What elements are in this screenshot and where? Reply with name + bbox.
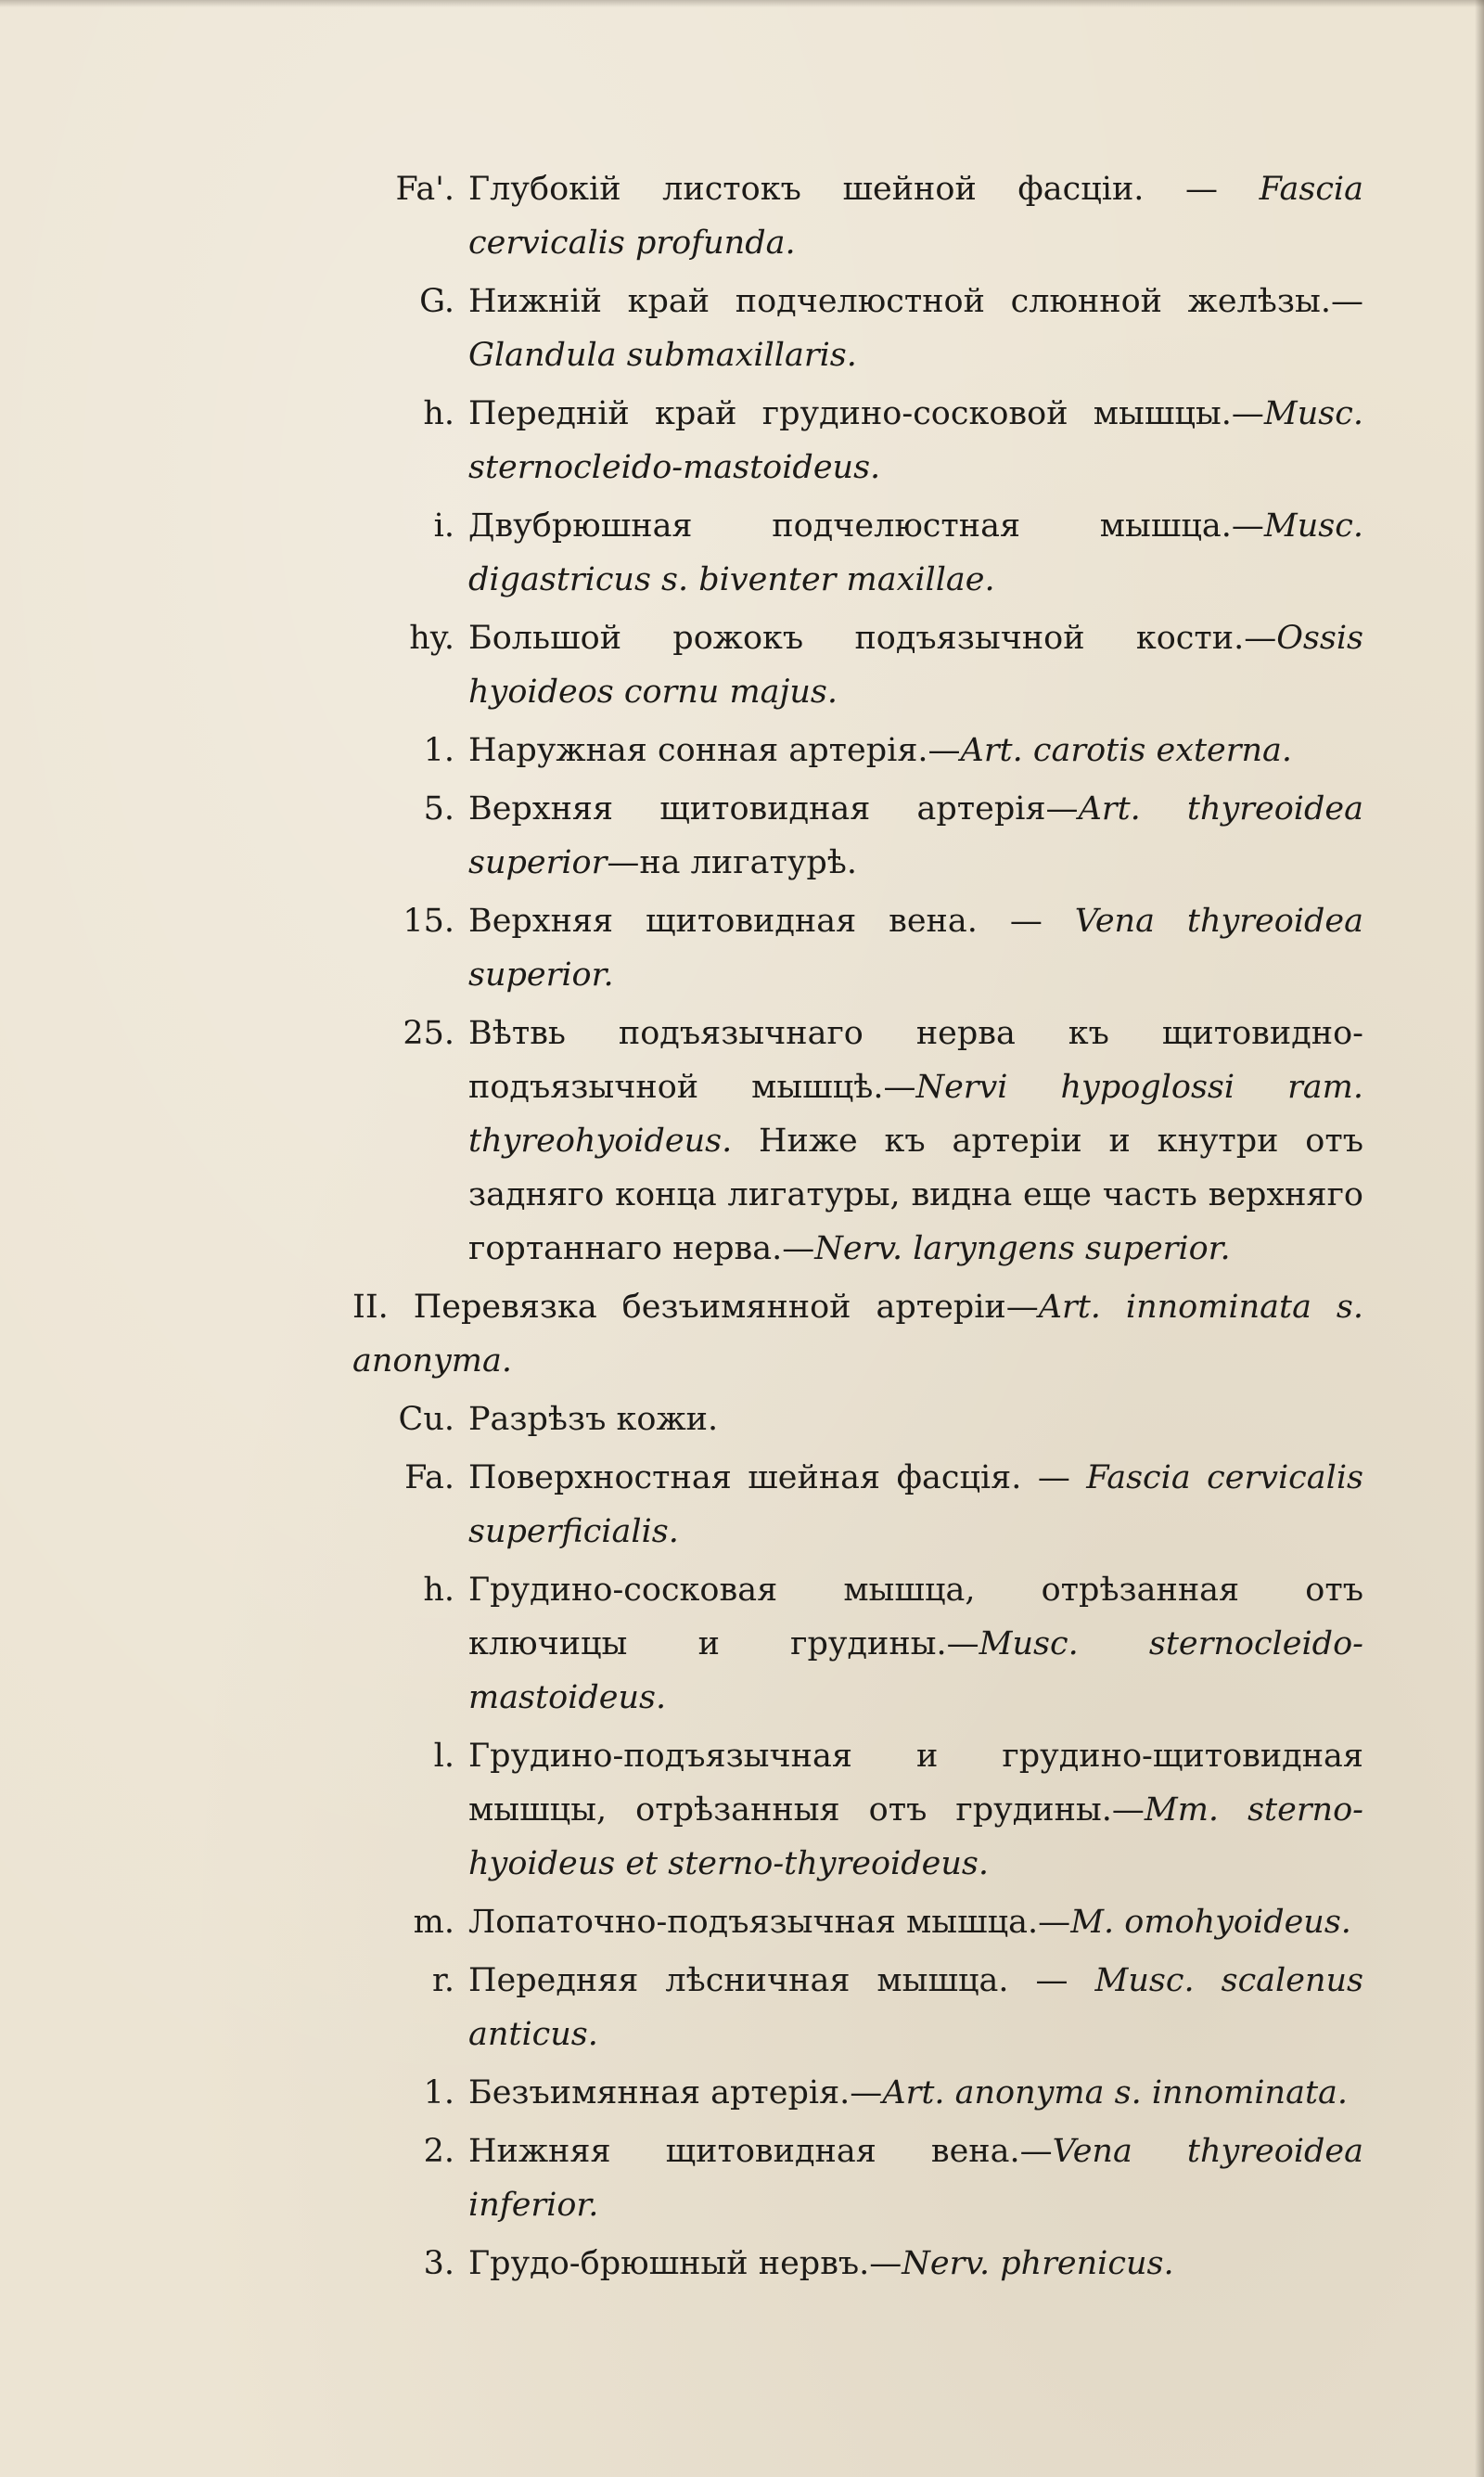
entry-russian: Двубрюшная подчелюстная мышца.— — [468, 507, 1264, 545]
entry-latin: Musc. sternocleido-mastoideus. — [468, 1625, 1363, 1716]
page-text-body — [278, 162, 1363, 2295]
entry-russian: Большой рожокъ подъязычной кости.— — [468, 620, 1277, 657]
entry-ref: r. — [431, 1962, 454, 1999]
entry-ref: 5. — [423, 790, 454, 828]
entry-text — [468, 387, 1363, 494]
entry-ref: hy. — [409, 620, 454, 657]
entry-russian: Верхняя щитовидная артерія— — [468, 790, 1079, 828]
entry-russian: Верхняя щитовидная вена. — — [468, 903, 1075, 940]
entry-russian-cont: Ниже къ артеріи и кнутри отъ задняго конца лигатуры, видна еще часть верхняго гортаннаго нерва.— — [468, 1123, 1363, 1267]
entry-russian: Безъимянная артерія.— — [468, 2074, 883, 2111]
entry-russian: Грудо-брюшный нервъ.— — [468, 2245, 902, 2282]
entry-text — [468, 2237, 1363, 2291]
entry-text — [468, 1007, 1363, 1276]
entry-text — [468, 1451, 1363, 1559]
entry-latin: Art. carotis externa. — [960, 732, 1292, 769]
page-top-shadow — [0, 0, 1484, 7]
page-right-edge — [1475, 0, 1484, 2477]
legend-entry — [423, 1563, 1363, 1725]
entry-latin-cont: Nerv. laryngens superior. — [814, 1230, 1231, 1267]
entry-latin: Nervi hypoglossi ram. thyreohyoideus. — [468, 1069, 1363, 1160]
entry-latin: Vena thyreoidea superior. — [468, 903, 1363, 994]
section-title-latin: Art. innominata s. anonyma. — [352, 1289, 1363, 1380]
entry-text — [468, 782, 1363, 890]
entry-latin: Nerv. phrenicus. — [902, 2245, 1174, 2282]
entry-text — [468, 275, 1363, 382]
legend-entry — [423, 387, 1363, 494]
section-number: II. — [352, 1289, 389, 1326]
entry-ref: m. — [413, 1904, 454, 1941]
entry-ref: h. — [423, 1572, 454, 1609]
entry-russian: Передній край грудино-сосковой мышцы.— — [468, 395, 1264, 432]
legend-entry — [409, 611, 1363, 719]
entry-ref: 15. — [403, 903, 454, 940]
entry-text — [468, 611, 1363, 719]
entry-latin: Art. thyreoidea superior — [468, 790, 1363, 881]
entry-text — [468, 162, 1363, 270]
legend-entry — [403, 1007, 1363, 1276]
entry-ref: 25. — [403, 1015, 454, 1052]
entry-ref: 1. — [423, 2074, 454, 2111]
legend-entry — [403, 894, 1363, 1002]
section-title-russian: Перевязка безъимянной артеріи— — [413, 1289, 1039, 1326]
entry-text — [468, 1563, 1363, 1725]
entry-latin: Mm. sterno-hyoideus et sterno-thyreoideus. — [468, 1791, 1363, 1882]
entry-russian: Разрѣзъ кожи. — [468, 1401, 719, 1438]
entry-text — [468, 499, 1363, 607]
entry-ref: 1. — [423, 732, 454, 769]
entry-ref: Fa. — [404, 1459, 454, 1496]
entry-text — [468, 2066, 1363, 2120]
entry-latin: M. omohyoideus. — [1070, 1904, 1351, 1941]
entry-russian: Нижняя щитовидная вена.— — [468, 2133, 1053, 2170]
legend-entry — [433, 1729, 1363, 1891]
entry-latin: Musc. digastricus s. biventer maxillae. — [468, 507, 1363, 598]
legend-entry — [433, 499, 1363, 607]
legend-entry — [431, 1954, 1363, 2061]
legend-entry — [423, 2066, 1363, 2120]
entry-russian: Грудино-подъязычная и грудино-щитовидная мышцы, отрѣзанныя отъ грудины.— — [468, 1738, 1363, 1829]
entry-ref: Cu. — [398, 1401, 454, 1438]
legend-entry — [404, 1451, 1363, 1559]
entry-ref: l. — [433, 1738, 454, 1775]
legend-entry — [398, 1393, 1363, 1446]
entry-latin: Fascia cervicalis profunda. — [468, 171, 1363, 262]
entry-text — [468, 1393, 1363, 1446]
entry-latin: Fascia cervicalis superficialis. — [468, 1459, 1363, 1550]
entry-russian: Вѣтвь подъязычнаго нерва къ щитовидно-подъязычной мышцѣ.— — [468, 1015, 1363, 1106]
entry-ref: 2. — [423, 2133, 454, 2170]
entry-russian: Лопаточно-подъязычная мышца.— — [468, 1904, 1071, 1941]
entry-russian: Грудино-сосковая мышца, отрѣзанная отъ ключицы и грудины.— — [468, 1572, 1363, 1662]
legend-entry — [413, 1895, 1363, 1949]
entry-text — [468, 894, 1363, 1002]
entry-ref: G. — [419, 283, 454, 320]
entry-russian: Передняя лѣсничная мышца. — — [468, 1962, 1095, 1999]
entry-latin: Glandula submaxillaris. — [468, 337, 857, 374]
legend-entry — [395, 162, 1363, 270]
legend-entry — [419, 275, 1363, 382]
entry-text — [468, 1954, 1363, 2061]
entry-text — [468, 2124, 1363, 2232]
entry-latin: Ossis hyoideos cornu majus. — [468, 620, 1363, 711]
entry-latin: Art. anonyma s. innominata. — [882, 2074, 1349, 2111]
section-title — [352, 1289, 1363, 1380]
entry-ref: h. — [423, 395, 454, 432]
entry-ref: i. — [433, 507, 454, 545]
entry-text — [468, 1895, 1363, 1949]
entry-russian-cont: —на лигатурѣ. — [607, 844, 858, 881]
entry-latin: Musc. sternocleido-mastoideus. — [468, 395, 1363, 486]
legend-entry — [423, 2124, 1363, 2232]
legend-entry — [423, 724, 1363, 777]
entry-russian: Поверхностная шейная фасція. — — [468, 1459, 1087, 1496]
entry-russian: Нижній край подчелюстной слюнной желѣзы.— — [468, 283, 1363, 320]
entry-text — [468, 724, 1363, 777]
legend-entry — [423, 2237, 1363, 2291]
entry-ref: Fa'. — [395, 171, 454, 208]
entry-text — [468, 1729, 1363, 1891]
entry-latin: Musc. scalenus anticus. — [468, 1962, 1363, 2053]
entry-russian: Глубокій листокъ шейной фасціи. — — [468, 171, 1260, 208]
legend-entry — [423, 782, 1363, 890]
entry-ref: 3. — [423, 2245, 454, 2282]
entry-latin: Vena thyreoidea inferior. — [468, 2133, 1363, 2224]
entry-russian: Наружная сонная артерія.— — [468, 732, 961, 769]
section-heading — [352, 1280, 1363, 1388]
